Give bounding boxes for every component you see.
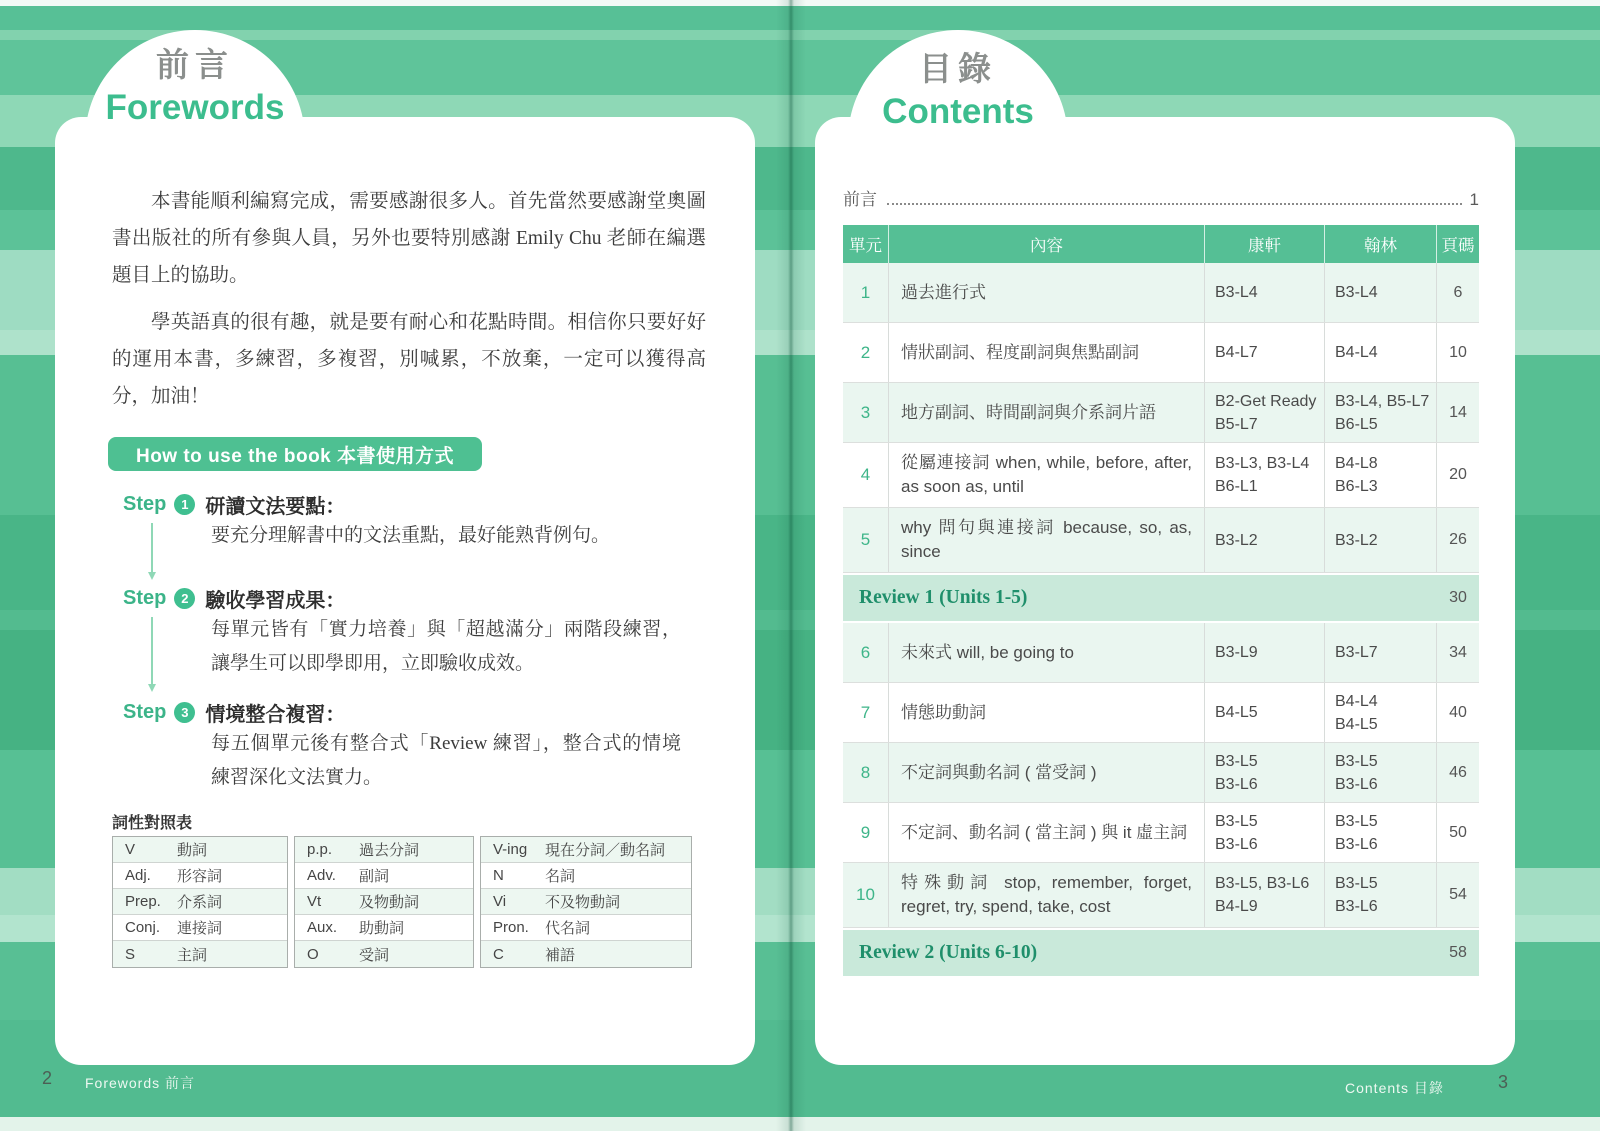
contents-row	[843, 383, 1479, 443]
pos-row	[113, 889, 287, 915]
pos-term: 現在分詞／動名詞	[545, 842, 666, 859]
contents-table-header	[843, 225, 1479, 263]
step-number-badge: 1	[174, 494, 195, 515]
right-footer-label: Contents 目錄	[1345, 1080, 1444, 1096]
contents-row	[843, 323, 1479, 383]
ref-line: B6-L1	[1215, 478, 1258, 495]
pos-table	[112, 836, 692, 968]
ref-line: B3-L3, B3-L4	[1215, 455, 1310, 472]
pos-term: 不及物動詞	[545, 894, 621, 911]
pos-table-title: 詞性對照表	[112, 815, 193, 832]
ref-line: B3-L5	[1215, 752, 1258, 770]
pos-abbrev: p.p.	[307, 841, 333, 858]
pos-term: 過去分詞	[359, 842, 420, 859]
pos-term: 名詞	[545, 868, 576, 885]
ref-line: B3-L9	[1215, 644, 1258, 661]
hanlin-ref	[1325, 323, 1437, 382]
contents-row	[843, 803, 1479, 863]
unit-number: 9	[843, 803, 889, 862]
review-label: Review 1 (Units 1-5)	[859, 587, 1028, 608]
pos-term: 介系詞	[177, 894, 223, 911]
unit-topic: 不定詞、動名詞 ( 當主詞 ) 與 it 虛主詞	[889, 803, 1205, 862]
pos-row	[295, 837, 473, 863]
pos-abbrev: Vi	[493, 893, 507, 910]
ref-line: B3-L5	[1335, 875, 1378, 892]
ref-line: B4-L5	[1215, 704, 1258, 721]
review-page-number: 30	[1449, 589, 1467, 606]
step-description: 每單元皆有「實力培養」與「超越滿分」兩階段練習，讓學生可以即學即用，立即驗收成效。	[211, 619, 681, 674]
unit-number: 5	[843, 508, 889, 572]
contents-row	[843, 683, 1479, 743]
pos-row	[481, 915, 691, 941]
unit-number: 3	[843, 383, 889, 442]
unit-number: 1	[843, 263, 889, 322]
review-page-number: 58	[1449, 944, 1467, 961]
hanlin-ref	[1325, 443, 1437, 507]
kangxuan-ref	[1205, 508, 1325, 572]
pos-row	[481, 837, 691, 863]
hanlin-ref	[1325, 383, 1437, 442]
unit-page-number: 50	[1449, 823, 1467, 841]
ref-line: B3-L2	[1215, 531, 1258, 549]
header-page: 頁碼	[1441, 237, 1475, 255]
ref-line: B4-L4	[1335, 344, 1378, 361]
header-unit: 單元	[843, 225, 889, 263]
pos-abbrev: Aux.	[307, 919, 338, 936]
kangxuan-ref	[1205, 743, 1325, 802]
kangxuan-ref	[1205, 623, 1325, 682]
unit-topic: 地方副詞、時間副詞與介系詞片語	[889, 383, 1205, 442]
ref-line: B3-L4	[1215, 284, 1258, 301]
unit-page-number: 14	[1449, 403, 1467, 421]
pos-row	[481, 863, 691, 889]
hanlin-ref	[1325, 263, 1437, 322]
step-title: 研讀文法要點：	[205, 495, 346, 518]
ref-line: B4-L7	[1215, 344, 1258, 361]
header-kangxuan: 康軒	[1205, 225, 1325, 263]
contents-row	[843, 508, 1479, 573]
ref-line: B3-L6	[1215, 775, 1258, 793]
unit-number: 10	[843, 863, 889, 927]
header-hanlin: 翰林	[1325, 225, 1437, 263]
ref-line: B3-L6	[1215, 835, 1258, 853]
ref-line: B5-L7	[1215, 415, 1258, 433]
review-label: Review 2 (Units 6-10)	[859, 942, 1038, 963]
unit-page-number: 10	[1449, 343, 1467, 361]
step-description: 要充分理解書中的文法重點，最好能熟背例句。	[211, 525, 611, 546]
unit-number: 6	[843, 623, 889, 682]
contents-row	[843, 863, 1479, 928]
ref-line: B3-L5, B3-L6	[1215, 875, 1310, 892]
ref-line: B4-L5	[1335, 715, 1378, 733]
contents-page-title	[848, 52, 1068, 129]
pos-abbrev: C	[493, 945, 504, 963]
header-content: 內容	[889, 225, 1205, 263]
hanlin-ref	[1325, 803, 1437, 862]
contents-page	[815, 117, 1515, 1065]
pos-row	[481, 889, 691, 915]
unit-topic: 過去進行式	[889, 263, 1205, 322]
review-row	[843, 930, 1479, 976]
kangxuan-ref	[1205, 323, 1325, 382]
ref-line: B3-L5	[1215, 812, 1258, 830]
pos-row	[295, 889, 473, 915]
foreword-paragraph: 本書能順利編寫完成，需要感謝很多人。首先當然要感謝堂奧圖書出版社的所有參與人員，另外也要特別感謝 Emily Chu 老師在編選題目上的協助。	[112, 191, 706, 286]
ref-line: B3-L4	[1335, 284, 1378, 301]
unit-number: 7	[843, 683, 889, 742]
pos-row	[113, 915, 287, 941]
pos-group	[480, 836, 692, 968]
ref-line: B3-L6	[1335, 835, 1378, 853]
pos-group	[112, 836, 288, 968]
left-folio-number: 2	[42, 1068, 53, 1088]
step-item	[123, 489, 703, 553]
toc-preface-label: 前言	[843, 190, 877, 209]
unit-page-number: 40	[1449, 703, 1467, 721]
step-label: Step	[123, 700, 167, 723]
contents-row	[843, 623, 1479, 683]
toc-preface-page-number: 1	[1469, 190, 1479, 209]
toc-preface-entry	[843, 185, 1479, 210]
pos-abbrev: O	[307, 945, 319, 963]
contents-row	[843, 263, 1479, 323]
dotted-leader	[887, 203, 1462, 205]
pos-abbrev: S	[125, 945, 136, 963]
ref-line: B3-L6	[1335, 898, 1378, 915]
step-item	[123, 697, 703, 795]
ref-line: B3-L7	[1335, 644, 1378, 661]
hanlin-ref	[1325, 863, 1437, 927]
pos-abbrev: Adj.	[125, 867, 151, 884]
pos-term: 形容詞	[177, 868, 223, 885]
pos-term: 動詞	[177, 842, 208, 859]
step-label: Step	[123, 492, 167, 515]
ref-line: B3-L6	[1335, 775, 1378, 793]
step-title: 情境整合複習：	[205, 703, 346, 726]
pos-term: 及物動詞	[359, 894, 420, 911]
step-heading	[123, 489, 703, 519]
pos-row	[295, 941, 473, 967]
pos-term: 助動詞	[359, 920, 405, 937]
unit-number: 8	[843, 743, 889, 802]
unit-topic: 未來式 will, be going to	[889, 623, 1205, 682]
contents-title-en: Contents	[882, 92, 1034, 131]
foreword-title-en: Forewords	[105, 88, 285, 127]
step-arrow-icon	[151, 617, 153, 685]
unit-number: 2	[843, 323, 889, 382]
pos-abbrev: Prep.	[125, 893, 161, 910]
unit-topic: 情狀副詞、程度副詞與焦點副詞	[889, 323, 1205, 382]
pos-abbrev: Adv.	[307, 867, 336, 884]
step-description: 每五個單元後有整合式「Review 練習」，整合式的情境練習深化文法實力。	[211, 733, 681, 788]
contents-table-body	[843, 263, 1479, 976]
step-label: Step	[123, 586, 167, 609]
pos-term: 補語	[545, 946, 576, 964]
kangxuan-ref	[1205, 383, 1325, 442]
unit-page-number: 26	[1449, 531, 1467, 548]
ref-line: B6-L3	[1335, 478, 1378, 495]
kangxuan-ref	[1205, 803, 1325, 862]
unit-page-number: 46	[1449, 763, 1467, 781]
ref-line: B4-L9	[1215, 898, 1258, 915]
pos-abbrev: V	[125, 841, 136, 858]
pos-row	[113, 941, 287, 967]
step-number-badge: 2	[174, 588, 195, 609]
step-heading	[123, 583, 703, 613]
unit-page-number: 34	[1449, 643, 1467, 661]
contents-row	[843, 443, 1479, 508]
how-to-use-banner: How to use the book 本書使用方式	[108, 437, 482, 471]
pos-term: 主詞	[177, 946, 208, 964]
unit-topic: 特殊動詞 stop, remember, forget, regret, try, spend, take, cost	[889, 863, 1205, 927]
ref-line: B6-L5	[1335, 415, 1378, 433]
pos-term: 連接詞	[177, 920, 223, 937]
unit-topic: why 問句與連接詞 because, so, as, since	[889, 508, 1205, 572]
unit-page-number: 20	[1449, 466, 1467, 483]
review-row	[843, 575, 1479, 621]
unit-topic: 從屬連接詞 when, while, before, after, as soon as, until	[889, 443, 1205, 507]
kangxuan-ref	[1205, 683, 1325, 742]
contents-title-zh: 目錄	[919, 50, 997, 87]
ref-line: B3-L5	[1335, 752, 1378, 770]
foreword-title-zh: 前言	[156, 46, 234, 83]
ref-line: B3-L2	[1335, 531, 1378, 549]
right-folio-number: 3	[1498, 1072, 1509, 1092]
pos-abbrev: N	[493, 867, 504, 884]
kangxuan-ref	[1205, 263, 1325, 322]
foreword-page-title	[85, 48, 305, 125]
ref-line: B2-Get Ready	[1215, 392, 1317, 410]
hanlin-ref	[1325, 508, 1437, 572]
pos-abbrev: Pron.	[493, 919, 529, 936]
ref-line: B4-L8	[1335, 455, 1378, 472]
unit-number: 4	[843, 443, 889, 507]
unit-topic: 情態助動詞	[889, 683, 1205, 742]
pos-row	[113, 837, 287, 863]
unit-page-number: 54	[1449, 886, 1467, 903]
ref-line: B3-L5	[1335, 812, 1378, 830]
step-item	[123, 583, 703, 681]
pos-abbrev: Vt	[307, 893, 322, 910]
hanlin-ref	[1325, 743, 1437, 802]
left-footer-label: Forewords 前言	[85, 1075, 196, 1091]
kangxuan-ref	[1205, 443, 1325, 507]
hanlin-ref	[1325, 683, 1437, 742]
foreword-paragraphs	[112, 183, 706, 425]
ref-line: B3-L4, B5-L7	[1335, 392, 1430, 410]
hanlin-ref	[1325, 623, 1437, 682]
pos-row	[295, 863, 473, 889]
pos-row	[295, 915, 473, 941]
foreword-page	[55, 117, 755, 1065]
pos-abbrev: Conj.	[125, 919, 161, 936]
pos-row	[481, 941, 691, 967]
step-heading	[123, 697, 703, 727]
book-spine-gutter	[776, 0, 806, 1131]
ref-line: B4-L4	[1335, 692, 1378, 710]
pos-term: 副詞	[359, 868, 390, 885]
pos-term: 受詞	[359, 946, 390, 964]
step-title: 驗收學習成果：	[205, 589, 346, 612]
pos-abbrev: V-ing	[493, 841, 528, 858]
steps-list	[123, 489, 703, 795]
step-arrow-icon	[151, 523, 153, 573]
kangxuan-ref	[1205, 863, 1325, 927]
pos-term: 代名詞	[545, 920, 591, 937]
foreword-paragraph: 學英語真的很有趣，就是要有耐心和花點時間。相信你只要好好的運用本書，多練習，多複習，別喊累，不放棄，一定可以獲得高分，加油！	[112, 312, 706, 407]
contents-row	[843, 743, 1479, 803]
pos-group	[294, 836, 474, 968]
contents-table	[843, 225, 1479, 978]
unit-page-number: 6	[1453, 283, 1463, 301]
unit-topic: 不定詞與動名詞 ( 當受詞 )	[889, 743, 1205, 802]
step-number-badge: 3	[174, 702, 195, 723]
pos-row	[113, 863, 287, 889]
